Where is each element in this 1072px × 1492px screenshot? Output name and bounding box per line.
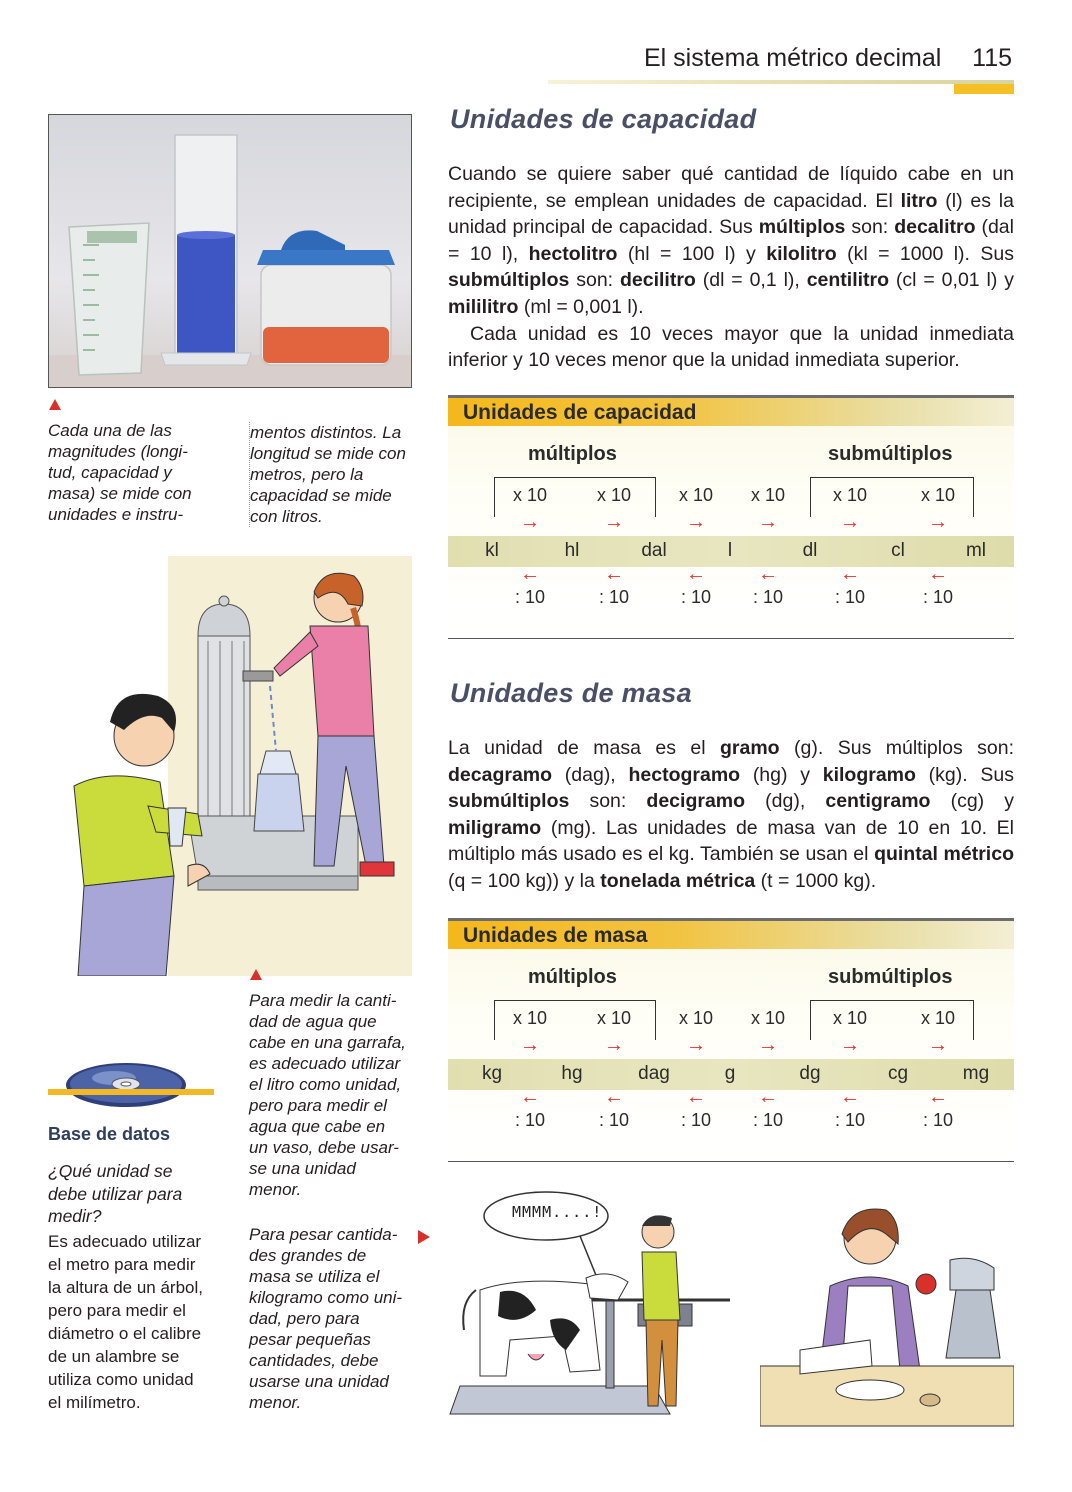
mass-text-segment: (t = 1000 kg). (755, 869, 877, 892)
submultiples-label: submúltiplos (828, 443, 953, 465)
page-header (548, 40, 1014, 94)
capacity-text-segment: (hl = 100 l) y (617, 242, 767, 265)
mass-text-segment: (q = 100 kg)) y la (448, 869, 601, 892)
table-title-bar (448, 921, 1014, 949)
divide-label: : 10 (834, 1110, 866, 1130)
mass-text-segment: miligramo (448, 816, 542, 839)
multiply-label: x 10 (920, 485, 956, 505)
capacity-paragraph-1 (448, 161, 1014, 321)
unit-label: hl (564, 540, 580, 561)
arrow-left-icon: ← (604, 1086, 624, 1108)
multiply-label: x 10 (678, 1008, 714, 1028)
multiply-label: x 10 (750, 1008, 786, 1028)
divide-label: : 10 (752, 587, 784, 607)
capacity-text-segment: (l) es la unidad principal de capacidad. Sus (448, 189, 1014, 239)
mass-text-segment: La unidad de masa es el (448, 737, 720, 759)
arrow-right-icon: → (604, 511, 624, 533)
unit-label: dl (802, 540, 818, 561)
capacity-text-segment: centilitro (806, 269, 890, 292)
mass-text-segment: (cg) y (930, 790, 1015, 813)
arrow-right-icon: → (758, 511, 778, 533)
capacity-paragraph-2: Cada unidad es 10 veces mayor que la unidad inmediata inferior y 10 veces menor que la unidad inmediata superior. (448, 322, 1014, 372)
multiples-label: múltiplos (528, 966, 617, 988)
capacity-text-segment: submúltiplos (448, 269, 570, 292)
multiples-label: múltiplos (528, 443, 617, 465)
mass-section-title: Unidades de masa (450, 678, 692, 708)
mass-text (448, 735, 1014, 895)
measuring-containers-photo (48, 114, 412, 388)
unit-label: cg (887, 1063, 909, 1084)
mass-text-segment: tonelada métrica (600, 869, 756, 892)
divide-label: : 10 (598, 1110, 630, 1130)
table-title: Unidades de capacidad (463, 401, 697, 424)
caption-marker-icon (49, 399, 61, 410)
mass-text-segment: quintal métrico (874, 843, 1014, 866)
mass-text-segment: decagramo (448, 763, 553, 786)
divide-label: : 10 (680, 1110, 712, 1130)
capacity-text-segment: mililitro (448, 295, 519, 318)
mass-text-segment: (dag), (552, 763, 629, 786)
capacity-text-segment: múltiplos (758, 216, 846, 239)
capacity-text-segment: (cl = 0,01 l) y (889, 269, 1014, 292)
capacity-text-segment: (dl = 0,1 l), (695, 269, 807, 292)
capacity-text-segment: (ml = 0,001 l). (518, 295, 644, 318)
multiply-label: x 10 (596, 1008, 632, 1028)
multiply-label: x 10 (512, 1008, 548, 1028)
mass-text-segment: son: (569, 790, 647, 813)
divide-label: : 10 (680, 587, 712, 607)
caption-marker-icon (418, 1230, 430, 1244)
water-fountain-illustration (48, 546, 412, 976)
arrow-left-icon: ← (520, 563, 540, 585)
mass-text-segment: kilogramo (822, 763, 916, 786)
multiply-label: x 10 (678, 485, 714, 505)
arrow-right-icon: → (928, 1034, 948, 1056)
photo-caption-right: mentos distintos. La longitud se mide con metros, pero la capacidad se mide con litros. (249, 422, 429, 527)
arrow-right-icon: → (758, 1034, 778, 1056)
database-answer: Es adecuado utilizar el metro para medir la altura de un árbol, pero para medir el diámetro o el calibre de un alambre se utiliza como unidad el milímetro. (48, 1232, 203, 1412)
capacity-text-segment: (kl = 1000 l). Sus (836, 242, 1015, 265)
divide-label: : 10 (834, 587, 866, 607)
unit-label: kg (481, 1063, 503, 1084)
arrow-right-icon: → (840, 511, 860, 533)
capacity-conversion-table (448, 395, 1014, 639)
mass-paragraph-1 (448, 735, 1014, 895)
arrow-left-icon: ← (840, 1086, 860, 1108)
capacity-text-segment: son: (845, 216, 895, 239)
arrow-right-icon: → (928, 511, 948, 533)
arrow-left-icon: ← (686, 1086, 706, 1108)
arrow-left-icon: ← (686, 563, 706, 585)
speech-bubble-text: MMMM....! (512, 1203, 603, 1221)
unit-label: kl (485, 540, 499, 561)
mass-text-segment: submúltiplos (448, 790, 570, 813)
chapter-title: El sistema métrico decimal (644, 44, 942, 72)
header-tab (954, 84, 1014, 94)
submultiples-label: submúltiplos (828, 966, 953, 988)
unit-label: g (724, 1063, 736, 1084)
cook-weighing-illustration (760, 1190, 1014, 1440)
mass-text-segment: decigramo (646, 790, 746, 813)
divide-label: : 10 (922, 1110, 954, 1130)
multiply-label: x 10 (512, 485, 548, 505)
arrow-left-icon: ← (840, 563, 860, 585)
capacity-text-segment: kilolitro (766, 242, 837, 265)
divide-label: : 10 (514, 1110, 546, 1130)
mass-text-segment: (mg). Las unidades de masa van de 10 en 10. El múltiplo más usado es el kg. También se usan el (448, 816, 1014, 866)
arrow-right-icon: → (604, 1034, 624, 1056)
capacity-text-segment: son: (569, 269, 620, 292)
arrow-right-icon: → (686, 511, 706, 533)
arrow-left-icon: ← (928, 1086, 948, 1108)
arrow-left-icon: ← (758, 1086, 778, 1108)
mass-text-segment: gramo (720, 737, 780, 759)
capacity-text-segment: (dal = 10 l), (448, 216, 1014, 265)
multiply-label: x 10 (832, 1008, 868, 1028)
mass-text-segment: (dg), (745, 790, 826, 813)
unit-label: hg (561, 1063, 583, 1084)
arrow-right-icon: → (520, 1034, 540, 1056)
divide-label: : 10 (922, 587, 954, 607)
unit-label: mg (962, 1063, 990, 1084)
mass-conversion-table (448, 918, 1014, 1162)
multiply-label: x 10 (750, 485, 786, 505)
page-number: 115 (972, 44, 1012, 72)
arrow-right-icon: → (840, 1034, 860, 1056)
database-accent-bar (48, 1089, 214, 1095)
mass-text-segment: (kg). Sus (915, 763, 1015, 786)
mass-caption: Para pesar cantida- des grandes de masa se utiliza el kilogramo como uni- dad, pero para pesar pequeñas cantidades, debe usarse una unidad menor. (249, 1225, 403, 1412)
capacity-text-segment: decilitro (619, 269, 696, 292)
caption-marker-icon (250, 969, 262, 980)
arrow-right-icon: → (520, 511, 540, 533)
table-bottom-rule (448, 1161, 1014, 1163)
divide-label: : 10 (598, 587, 630, 607)
capacity-text (448, 161, 1014, 374)
arrow-right-icon: → (686, 1034, 706, 1056)
capacity-text-segment: litro (900, 189, 938, 212)
unit-label: ml (965, 540, 987, 561)
mass-text-segment: hectogramo (628, 763, 741, 786)
photo-caption-left: Cada una de las magnitudes (longi- tud, capacidad y masa) se mide con unidades e instru- (48, 421, 192, 524)
unit-label: cl (891, 540, 905, 561)
unit-label: dg (799, 1063, 821, 1084)
arrow-left-icon: ← (520, 1086, 540, 1108)
capacity-text-segment: decalitro (894, 216, 976, 239)
multiply-label: x 10 (832, 485, 868, 505)
mass-text-segment: centigramo (825, 790, 931, 813)
table-title: Unidades de masa (463, 924, 648, 947)
arrow-left-icon: ← (758, 563, 778, 585)
mass-text-segment: (hg) y (740, 763, 823, 786)
multiply-label: x 10 (920, 1008, 956, 1028)
unit-label: dal (641, 540, 667, 561)
multiply-label: x 10 (596, 485, 632, 505)
unit-label: l (727, 540, 733, 561)
divide-label: : 10 (514, 587, 546, 607)
arrow-left-icon: ← (928, 563, 948, 585)
capacity-text-segment: Cuando se quiere saber qué cantidad de líquido cabe en un recipiente, se emplean unidades de capacidad. El (448, 163, 1014, 212)
mass-text-segment: (g). Sus múltiplos son: (779, 737, 1014, 759)
water-caption: Para medir la canti- dad de agua que cabe en una garrafa, es adecuado utilizar el litro como unidad, pero para medir el agua que cabe en un vaso, debe usar- se una unidad menor. (249, 991, 406, 1199)
table-title-bar (448, 398, 1014, 426)
arrow-left-icon: ← (604, 563, 624, 585)
divide-label: : 10 (752, 1110, 784, 1130)
header-rule (548, 80, 1014, 84)
database-title: Base de datos (48, 1124, 171, 1144)
unit-label: dag (638, 1063, 670, 1084)
capacity-section-title: Unidades de capacidad (450, 104, 757, 134)
cd-icon (64, 1060, 188, 1110)
capacity-text-segment: hectolitro (528, 242, 618, 265)
database-question: ¿Qué unidad se debe utilizar para medir? (48, 1161, 183, 1226)
table-bottom-rule (448, 638, 1014, 640)
